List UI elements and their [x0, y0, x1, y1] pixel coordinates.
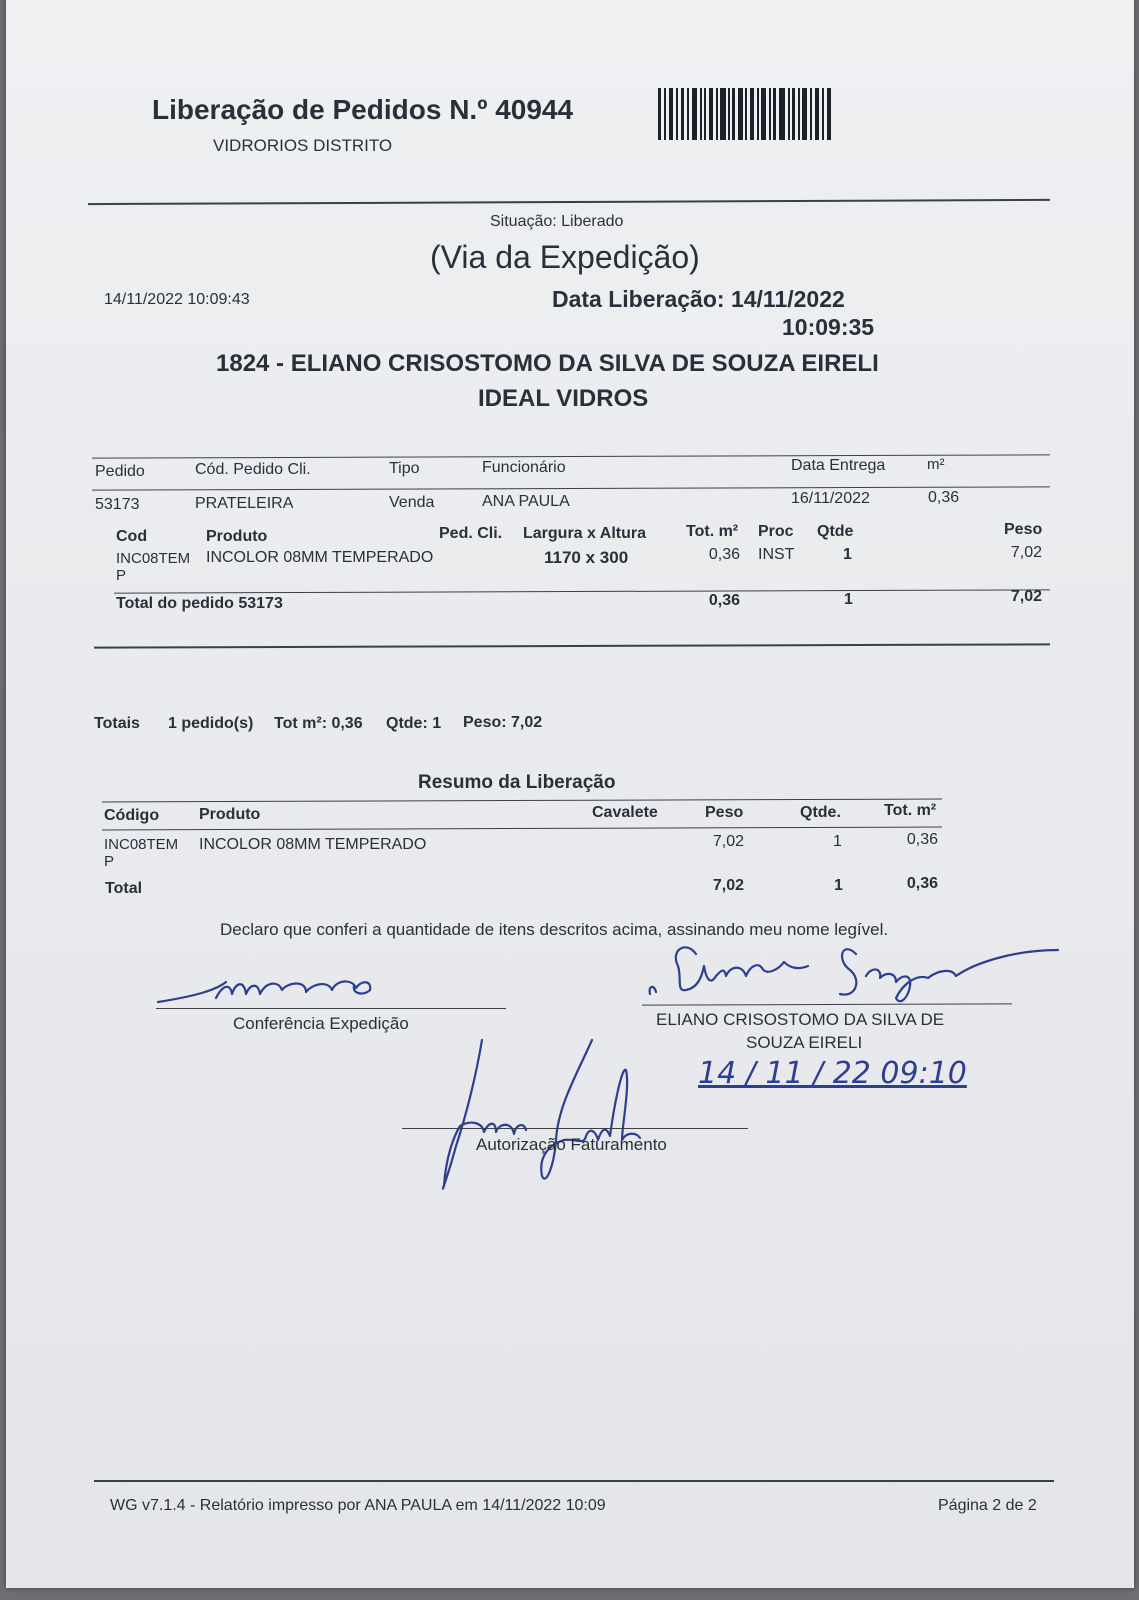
totais-peso: Peso: 7,02 — [463, 714, 543, 731]
item-col-largura-altura: Largura x Altura — [523, 525, 646, 542]
handwritten-date: 14 / 11 / 22 09:10 — [698, 1056, 967, 1091]
client-trade-name: IDEAL VIDROS — [478, 385, 649, 412]
totais-pedidos: 1 pedido(s) — [168, 715, 254, 732]
declaration-text: Declaro que conferi a quantidade de itens descritos acima, assinando meu nome legível. — [220, 920, 889, 939]
order-m2: 0,36 — [928, 489, 960, 506]
document-title: Liberação de Pedidos N.º 40944 — [152, 94, 574, 125]
item-total-line — [114, 589, 1050, 593]
item-col-peso: Peso — [1004, 521, 1043, 538]
resumo-peso: 7,02 — [712, 833, 744, 850]
item-dimensions: 1170 x 300 — [544, 548, 629, 567]
resumo-col-produto: Produto — [199, 806, 261, 823]
header-divider — [88, 199, 1050, 205]
order-total-label: Total do pedido 53173 — [116, 595, 283, 612]
order-total-peso: 7,02 — [1010, 588, 1042, 605]
conferencia-signature — [156, 968, 386, 1008]
item-col-ped-cli: Ped. Cli. — [439, 525, 503, 542]
col-tipo: Tipo — [389, 460, 420, 477]
client-signature-name-cont: SOUZA EIRELI — [746, 1033, 863, 1052]
order-table-bottom-line — [94, 643, 1050, 648]
item-peso: 7,02 — [1010, 544, 1042, 561]
item-tot-m2: 0,36 — [708, 546, 740, 563]
item-produto: INCOLOR 08MM TEMPERADO — [206, 549, 434, 566]
order-cod-pedido-cli: PRATELEIRA — [195, 495, 294, 512]
order-tipo: Venda — [389, 494, 435, 511]
conferencia-label: Conferência Expedição — [233, 1014, 409, 1033]
totais-tot-m2: Tot m²: 0,36 — [274, 715, 363, 732]
order-header-line — [92, 486, 1050, 490]
client-signature-name: ELIANO CRISOSTOMO DA SILVA DE — [656, 1010, 945, 1029]
col-funcionario: Funcionário — [482, 459, 566, 476]
via-label: (Via da Expedição) — [430, 239, 700, 275]
document-page — [6, 0, 1134, 1588]
col-cod-pedido-cli: Cód. Pedido Cli. — [195, 461, 311, 478]
col-data-entrega: Data Entrega — [791, 457, 886, 474]
order-total-qtde: 1 — [844, 591, 853, 608]
col-pedido: Pedido — [95, 463, 145, 480]
conferencia-line — [156, 1008, 506, 1009]
item-cod: INC08TEM — [116, 550, 191, 567]
item-qtde: 1 — [843, 546, 852, 563]
item-col-tot-m2: Tot. m² — [686, 523, 739, 540]
autorizacao-line — [402, 1128, 748, 1129]
resumo-codigo: INC08TEM — [104, 836, 179, 853]
footer-printed-by: WG v7.1.4 - Relatório impresso por ANA PAULA em 14/11/2022 10:09 — [110, 1497, 606, 1514]
totais-qtde: Qtde: 1 — [386, 715, 442, 732]
footer-line — [94, 1480, 1054, 1482]
client-name: 1824 - ELIANO CRISOSTOMO DA SILVA DE SOUZA EIRELI — [216, 350, 879, 377]
resumo-col-qtde: Qtde. — [800, 804, 841, 821]
resumo-total-qtde: 1 — [834, 877, 843, 894]
item-proc: INST — [758, 546, 795, 563]
resumo-codigo-cont: P — [104, 853, 115, 870]
barcode — [658, 88, 832, 140]
resumo-tot-m2: 0,36 — [906, 831, 938, 848]
resumo-col-peso: Peso — [705, 804, 744, 821]
order-data-entrega: 16/11/2022 — [791, 490, 870, 507]
item-col-qtde: Qtde — [817, 523, 854, 540]
situacao-label: Situação: Liberado — [490, 213, 624, 230]
data-liberacao: Data Liberação: 14/11/2022 — [552, 286, 845, 312]
resumo-total-peso: 7,02 — [712, 877, 744, 894]
col-m2: m² — [927, 456, 945, 473]
resumo-col-tot-m2: Tot. m² — [884, 802, 937, 819]
resumo-col-codigo: Código — [104, 807, 160, 824]
print-timestamp: 14/11/2022 10:09:43 — [104, 291, 250, 308]
autorizacao-label: Autorização Faturamento — [476, 1135, 667, 1154]
resumo-qtde: 1 — [833, 833, 842, 850]
resumo-header-line — [102, 827, 942, 831]
autorizacao-signature — [426, 1036, 646, 1196]
resumo-produto: INCOLOR 08MM TEMPERADO — [199, 836, 427, 853]
order-total-tot-m2: 0,36 — [708, 592, 740, 609]
resumo-title: Resumo da Liberação — [418, 772, 616, 793]
company-name: VIDRORIOS DISTRITO — [213, 136, 393, 155]
item-col-cod: Cod — [116, 528, 148, 545]
item-col-produto: Produto — [206, 528, 268, 545]
resumo-top-line — [102, 799, 942, 803]
resumo-total-tot-m2: 0,36 — [906, 875, 938, 892]
resumo-col-cavalete: Cavalete — [592, 804, 658, 821]
totais-label: Totais — [94, 715, 140, 732]
item-col-proc: Proc — [758, 523, 794, 540]
item-cod-cont: P — [116, 567, 127, 584]
footer-page-number: Página 2 de 2 — [938, 1497, 1037, 1514]
order-pedido: 53173 — [95, 496, 140, 513]
resumo-total-label: Total — [105, 880, 143, 897]
data-liberacao-time: 10:09:35 — [782, 314, 875, 340]
order-table-top-line — [92, 454, 1050, 458]
order-funcionario: ANA PAULA — [482, 493, 570, 510]
